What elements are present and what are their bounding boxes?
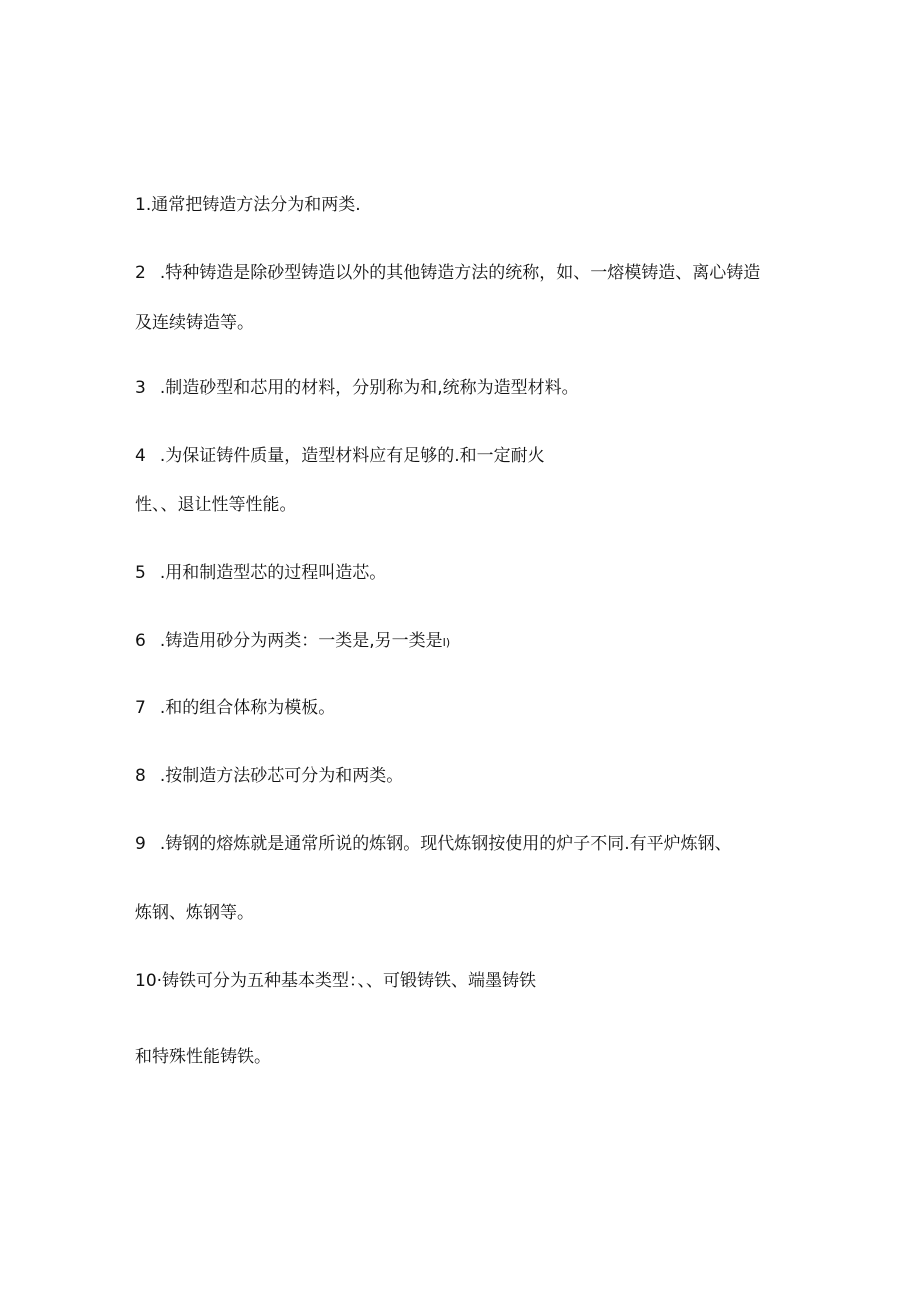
question-6-number: 6 (135, 631, 146, 651)
question-3-number: 3 (135, 378, 146, 398)
question-1 (135, 195, 361, 215)
question-4-text: .为保证铸件质量，造型材料应有足够的.和一定耐火 (159, 446, 545, 466)
question-5-text: .用和制造型芯的过程叫造芯。 (159, 563, 387, 583)
question-4-number: 4 (135, 446, 146, 466)
question-3-text: .制造砂型和芯用的材料，分别称为和,统称为造型材料。 (159, 378, 579, 398)
question-7 (135, 698, 335, 718)
question-4 (135, 446, 545, 466)
question-5 (135, 563, 386, 583)
question-2-text: .特种铸造是除砂型铸造以外的其他铸造方法的统称，如、一熔模铸造、离心铸造 (159, 263, 761, 283)
question-9-continuation (135, 903, 254, 923)
question-4-continuation-text: 性、、退让性等性能。 (135, 495, 297, 515)
question-8-number: 8 (135, 766, 146, 786)
question-2-number: 2 (135, 263, 146, 283)
question-6-text: .铸造用砂分为两类：一类是,另一类是 (159, 631, 443, 651)
question-2-continuation (135, 313, 254, 333)
question-8-text: .按制造方法砂芯可分为和两类。 (159, 766, 404, 786)
question-8 (135, 766, 403, 786)
question-10 (135, 971, 536, 991)
question-2 (135, 263, 760, 283)
question-10-continuation-text: 和特殊性能铸铁。 (135, 1047, 271, 1067)
question-1-text: 1.通常把铸造方法分为和两类. (135, 195, 361, 215)
question-9-text: .铸钢的熔炼就是通常所说的炼钢。现代炼钢按使用的炉子不同.有平炉炼钢、 (159, 834, 732, 854)
question-10-text: 10·铸铁可分为五种基本类型：、、可锻铸铁、端墨铸铁 (135, 971, 537, 991)
question-7-text: .和的组合体称为模板。 (159, 698, 336, 718)
question-10-continuation (135, 1047, 271, 1067)
question-2-continuation-text: 及连续铸造等。 (135, 313, 254, 333)
question-6-tail: I) (442, 636, 451, 649)
question-9-number: 9 (135, 834, 146, 854)
question-7-number: 7 (135, 698, 146, 718)
question-9-continuation-text: 炼钢、炼钢等。 (135, 903, 254, 923)
question-5-number: 5 (135, 563, 146, 583)
question-4-continuation (135, 495, 297, 515)
question-9 (135, 834, 732, 854)
question-3 (135, 378, 579, 398)
question-6 (135, 631, 450, 653)
